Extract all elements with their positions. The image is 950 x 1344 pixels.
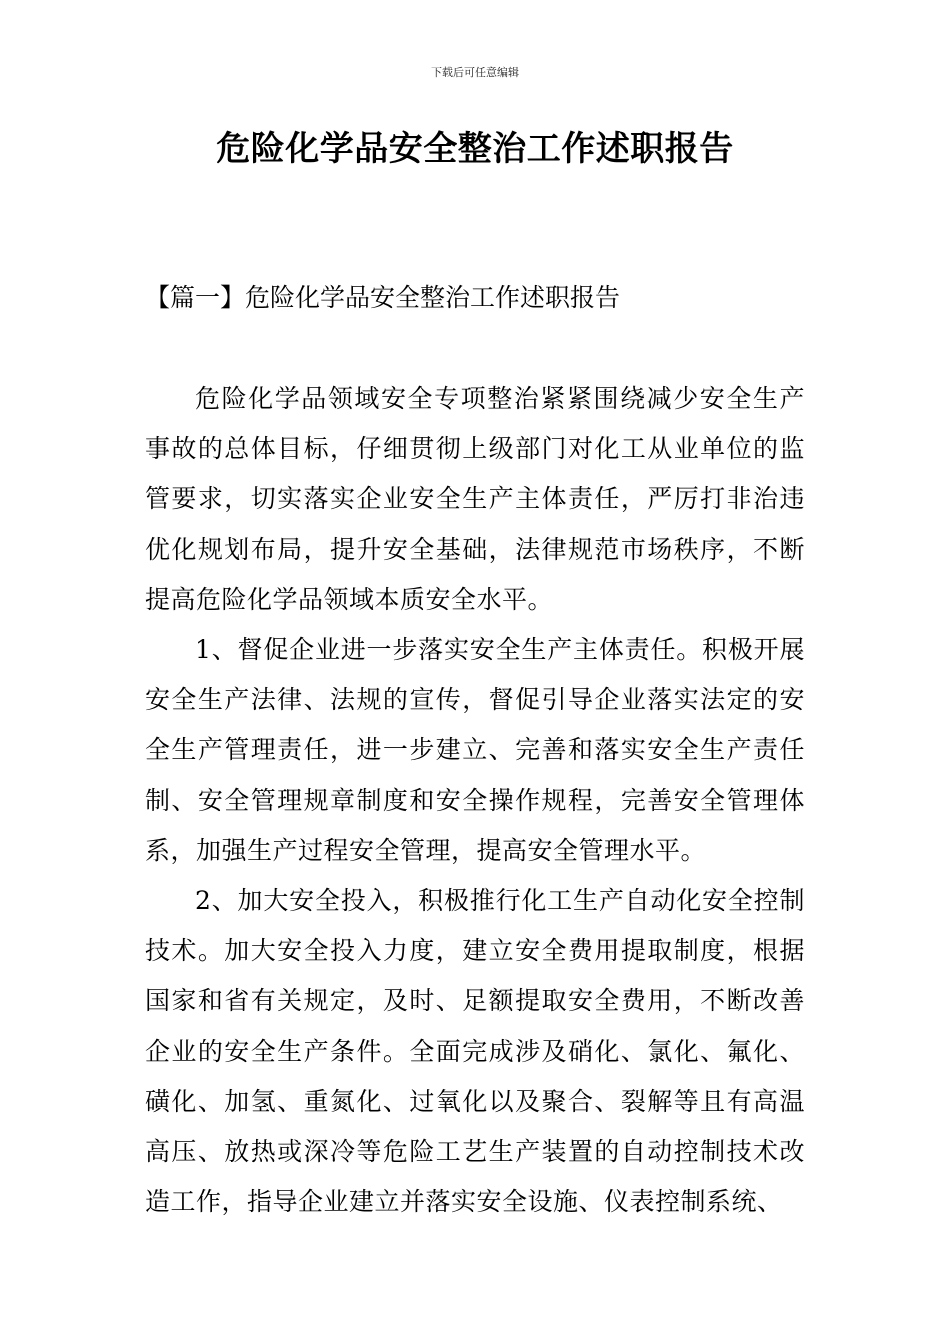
section-heading: 【篇一】危险化学品安全整治工作述职报告 (145, 283, 621, 312)
paragraph-item-1: 1、督促企业进一步落实安全生产主体责任。积极开展安全生产法律、法规的宣传，督促引导企业落实法定的安全生产管理责任，进一步建立、完善和落实安全生产责任制、安全管理规章制度和安全操作规程，完善安全管理体系，加强生产过程安全管理，提高安全管理水平。 (145, 635, 805, 865)
paragraph-intro: 危险化学品领域安全专项整治紧紧围绕减少安全生产事故的总体目标，仔细贯彻上级部门对化工从业单位的监管要求，切实落实企业安全生产主体责任，严厉打非治违优化规划布局，提升安全基础，法律规范市场秩序，不断提高危险化学品领域本质安全水平。 (145, 384, 805, 614)
paragraph-item-2: 2、加大安全投入，积极推行化工生产自动化安全控制技术。加大安全投入力度，建立安全费用提取制度，根据国家和省有关规定，及时、足额提取安全费用，不断改善企业的安全生产条件。全面完成涉及硝化、氯化、氟化、磺化、加氢、重氮化、过氧化以及聚合、裂解等且有高温高压、放热或深冷等危险工艺生产装置的自动控制技术改造工作，指导企业建立并落实安全设施、仪表控制系统、 (145, 886, 805, 1217)
document-title: 危险化学品安全整治工作述职报告 (216, 129, 734, 169)
page-header-note: 下载后可任意编辑 (431, 66, 519, 79)
document-body (145, 374, 805, 1227)
